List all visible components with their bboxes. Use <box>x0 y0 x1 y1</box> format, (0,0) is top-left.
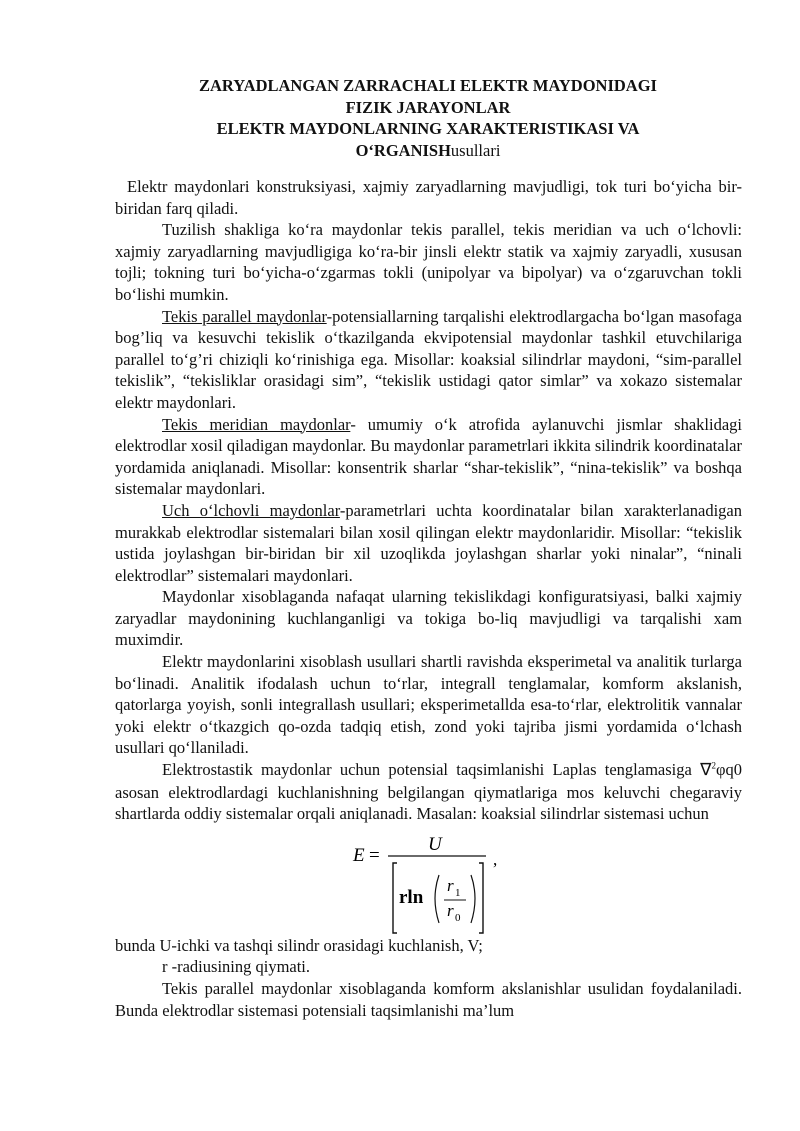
paragraph-5 <box>115 500 742 586</box>
paragraph-4 <box>115 414 742 500</box>
paragraph-4-text: - umumiy o‘k atrofida aylanuvchi jismlar shaklidagi elektrodlar xosil qiladigan maydonlar. Bu maydonlar parametrlari ikkita silindrik koordinatalar yordamida aniqlanadi. Misollar: konsentrik sharlar “shar-tekislik”, “nina-tekislik” va boshqa sistemalar maydonlari. <box>115 414 742 499</box>
formula-lhs: E <box>353 844 365 866</box>
title-line-1: ZARYADLANGAN ZARRACHALI ELEKTR MAYDONIDAGI <box>199 76 657 95</box>
paragraph-11: Tekis parallel maydonlar xisoblaganda komform akslanishlar usulidan foydalaniladi. Bunda elektrodlar sistemasi potensiali taqsimlanishi ma’lum <box>115 979 742 1020</box>
paragraph-2: Tuzilish shakliga ko‘ra maydonlar tekis parallel, tekis meridian va uch o‘lchovli: xajmiy zaryadlarning mavjudligiga ko‘ra-bir jinsli elektr statik va xajmiy zaryadli, xususаn tojli; tokning turi bo‘yicha-o‘zgarmas tokli (unipolyar va bipolyar) va o‘zgaruvchan tokli bo‘lishi mumkin. <box>115 220 742 304</box>
formula-r0: r <box>447 900 454 920</box>
paragraph-8 <box>115 759 742 825</box>
document-body <box>115 176 742 1021</box>
left-paren <box>435 875 439 923</box>
paragraph-3 <box>115 306 742 414</box>
paragraph-6: Maydonlar xisoblaganda nafaqat ularning tekislikdagi konfiguratsiyasi, balki xajmiy zaryadlar maydonining kuchlanganligi va tokiga bo-liq mavjudligi va tarqalishi xam muximdir. <box>115 587 742 650</box>
paragraph-5-text: -parametrlari uchta koordinatalar bilan xarakterlanadigan murakkab elektrodlar sistemalari bilan xosil qilingan elektr maydonlaridir. Misollar: “tekislik ustida joylashgan bir-biridan bir xil uzoqlikda joylashgan sharlar yoki ninalar”, “ninali elektrodlar” sistemalari maydonlari. <box>115 500 742 585</box>
right-bracket <box>479 863 483 933</box>
formula-trailing-comma: , <box>493 849 498 869</box>
nabla-symbol: ∇ <box>700 760 712 781</box>
left-bracket <box>393 863 397 933</box>
right-paren <box>471 875 475 923</box>
term-tekis-parallel: Tekis parallel maydonlar <box>162 306 327 326</box>
formula-equals: = <box>369 844 380 866</box>
paragraph-9: bunda U-ichki va tashqi silindr orasidagi kuchlanish, V; <box>115 935 483 955</box>
paragraph-1: Elektr maydonlari konstruksiyasi, xajmiy zaryadlarning mavjudligi, tok turi bo‘yicha bir-biridan farq qiladi. <box>115 177 742 218</box>
formula-numerator: U <box>428 833 442 855</box>
formula-field-strength <box>343 827 543 935</box>
paragraph-7: Elektr maydonlarini xisoblash usullari shartli ravishda eksperimetal va analitik turlarga bo‘linadi. Analitik ifodalash uchun to‘rlar, integrall tenglamalar, komform akslanish, qatorlarga yoyish, sonli integrallash usullari; eksperimetallda esa-to‘rlar, elektrolitik vannalar yoki elektr o‘tkazgich qo-ozda tadqiq etish, zond yoki tajriba jismi yordamida o‘lchash usullari qo‘llaniladi. <box>115 652 742 758</box>
title-line-4-bold: O‘RGANISH <box>355 140 451 160</box>
formula-rln: rln <box>399 886 424 908</box>
formula-r0-subscript: 0 <box>455 911 461 924</box>
title-line-3: ELEKTR MAYDONLARNING XARAKTERISTIKASI VA <box>216 119 640 138</box>
document-title <box>115 75 741 161</box>
formula-r1: r <box>447 875 454 895</box>
formula-block <box>115 827 742 935</box>
paragraph-3-text: -potensiallarning tarqalishi elektrodlargacha bo‘lgan masofaga bog’liq va kesuvchi tekislik o‘tkazilganda ekvipotensial maydonlar tashkil etuvchilariga parallel to‘g’ri chiziqli ko‘rinishiga ega. Misollar: koaksial silindrlar maydoni, “sim-parallel tekislik”, “tekisliklar orasidagi sim”, “tekislik ustidagi qator simlar” va xokazo sistemalar elektr maydonlari. <box>115 306 743 412</box>
paragraph-8-text: φq0 asosan elektrodlardagi kuchlanishning belgilangan qiymatlariga mos keluvchi chegaraviy shartlarda oddiy sistemalar orqali aniqlanadi. Masalan: koaksial silindrlar sistemasi uchun <box>115 760 743 824</box>
title-line-4 <box>115 140 741 162</box>
term-uch-olchovli: Uch o‘lchovli maydonlar <box>162 500 340 520</box>
title-line-4-normal: usullari <box>450 140 501 160</box>
term-tekis-meridian: Tekis meridian maydonlar <box>162 414 351 434</box>
nabla-superscript: 2 <box>711 760 716 771</box>
formula-r1-subscript: 1 <box>455 886 461 899</box>
paragraph-8-start: Elektrostastik maydonlar uchun potensial taqsimlanishi Laplas tenglamasiga <box>162 760 692 780</box>
paragraph-10: r -radiusining qiymati. <box>162 957 311 977</box>
title-line-2: FIZIK JARAYONLAR <box>345 97 511 117</box>
